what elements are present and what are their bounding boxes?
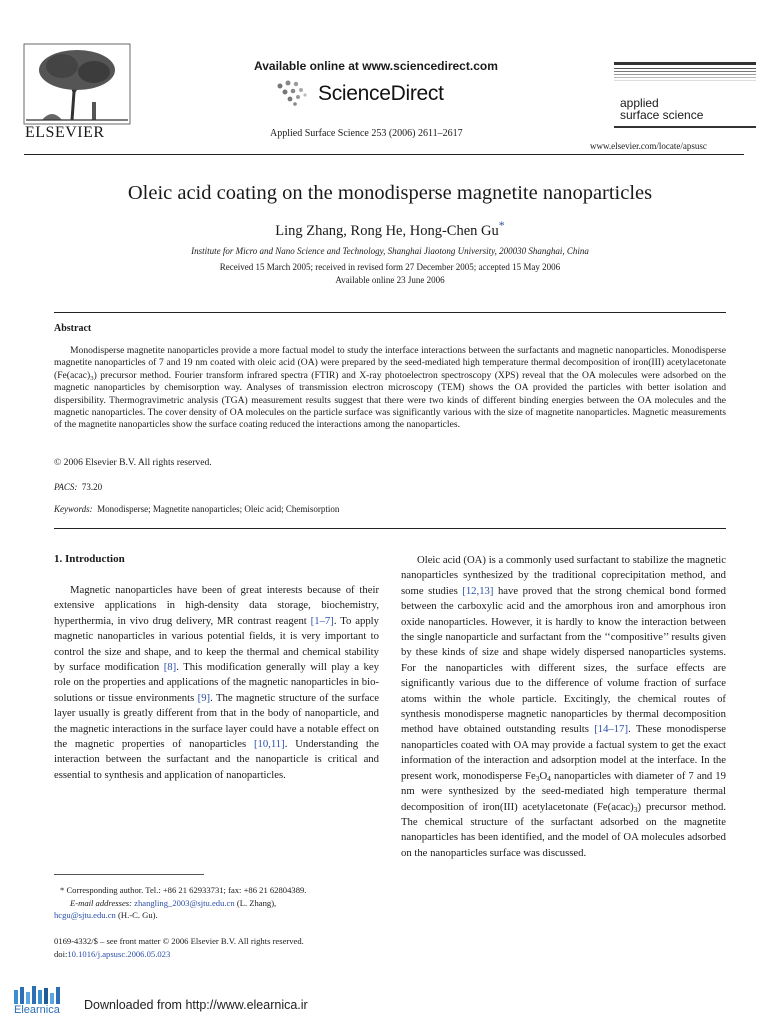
available-online-text: Available online at www.sciencedirect.com xyxy=(254,59,498,73)
citation-link[interactable]: [8] xyxy=(163,661,177,674)
elearnica-brand: Elearnica xyxy=(14,1004,60,1016)
title-divider xyxy=(54,312,726,313)
intro-right-column xyxy=(401,553,726,861)
paragraph xyxy=(54,583,379,783)
abstract-copyright: © 2006 Elsevier B.V. All rights reserved. xyxy=(54,457,212,468)
keywords-label: Keywords: xyxy=(54,504,93,514)
download-source[interactable]: Downloaded from http://www.elearnica.ir xyxy=(84,998,308,1012)
received-dates: Received 15 March 2005; received in revised form 27 December 2005; accepted 15 May 2006 xyxy=(219,262,561,272)
email-owner-2: (H.-C. Gu). xyxy=(118,910,158,920)
affiliation: Institute for Micro and Nano Science and Technology, Shanghai Jiaotong University, 200030 Shanghai, China xyxy=(191,246,589,256)
elearnica-books-icon xyxy=(12,984,68,1004)
journal-url[interactable]: www.elsevier.com/locate/apsusc xyxy=(590,141,707,151)
journal-logo-line1: applied xyxy=(620,96,659,110)
body-text: . Understanding the interaction between the surfactant and the nanoparticle is critical and essential to synthesis and application of nanoparticles. xyxy=(54,738,380,781)
journal-logo xyxy=(614,62,756,132)
sciencedirect-logo xyxy=(274,78,464,108)
body-text: Magnetic nanoparticles have been of great interests because of their extensive applications in high-density data storage, biochemistry, hyperthermia, in vivo drug delivery, MR contrast reagent xyxy=(54,584,379,627)
email-label: E-mail addresses: xyxy=(70,898,132,908)
body-text: Oleic acid (OA) is a commonly used surfactant to stabilize the magnetic nanoparticles synthesized by the traditional coprecipitation method, and some studies xyxy=(401,554,726,597)
subscript: 3 xyxy=(535,773,540,783)
citation-link[interactable]: [1–7] xyxy=(310,614,334,627)
subscript: 4 xyxy=(547,773,551,783)
abstract-heading: Abstract xyxy=(54,323,92,334)
body-text: . The magnetic structure of the surface layer usually is greatly different from that in the body of nanoparticle, and the magnetic interactions in the surface layer could have a notable effect on the magnetic properties of nanoparticles xyxy=(54,691,379,751)
doi-link[interactable]: 10.1016/j.apsusc.2006.05.023 xyxy=(67,949,171,959)
keywords-line xyxy=(54,504,339,514)
footnote-email-2 xyxy=(54,910,158,920)
pacs-line xyxy=(54,482,102,492)
article-title: Oleic acid coating on the monodisperse magnetite nanoparticles xyxy=(127,182,653,204)
authors-line xyxy=(0,218,768,240)
elsevier-logo xyxy=(22,42,132,142)
email-link-1[interactable]: zhangling_2003@sjtu.edu.cn xyxy=(134,898,235,908)
journal-reference: Applied Surface Science 253 (2006) 2611–2617 xyxy=(270,128,463,139)
elearnica-logo xyxy=(12,984,72,1020)
footnote-corresponding-text: Corresponding author. Tel.: +86 21 62933731; fax: +86 21 62804389. xyxy=(66,885,307,895)
available-date: Available online 23 June 2006 xyxy=(335,275,445,285)
sciencedirect-dots-icon xyxy=(274,78,314,108)
journal-logo-line2: surface science xyxy=(620,108,704,122)
body-text: have proved that the strong chemical bond formed between the carboxylic acid and the amorphous iron and amorphous iron oxide nanoparticles. However, it is hardly to know the interaction between the single nanoparticle and surfactant from the ‘‘compositive’’ results given by these kinds of size and shape widely dispersed nanoparticles systems. For the nanoparticles with different sizes, the surface effects are significantly various due to the difference of volume fraction of surface atoms within the whole particle. Excitingly, the chemical routes of synthesis monodisperse magnetic nanoparticles by thermal decomposition method have obtained outstanding results xyxy=(401,584,727,736)
subscript: 3 xyxy=(633,804,638,814)
doi-line xyxy=(54,949,170,959)
section-heading-introduction: 1. Introduction xyxy=(54,553,125,565)
citation-link[interactable]: [12,13] xyxy=(462,584,494,597)
authors: Ling Zhang, Rong He, Hong-Chen Gu xyxy=(275,222,499,239)
pacs-value: 73.20 xyxy=(81,482,103,492)
body-text: . This modification generally will play a key role on the properties and applications of the magnetic nanoparticles in bio-solutions or tissue environments xyxy=(54,661,379,704)
citation-link[interactable]: [9] xyxy=(197,691,211,704)
issn-line: 0169-4332/$ – see front matter © 2006 Elsevier B.V. All rights reserved. xyxy=(54,936,304,946)
abstract-text-2: ) precursor method. Fourier transform infrared spectra (FTIR) and X-ray photoelectron spectroscopy (XPS) reveal that the OA molecules were adsorbed on the magnetic nanoparticles by chemisorption way. Analyses of transmission electron microscopy (TEM) shows the OA provided the particles with better isolation and dispersibility. Thermogravimetric analysis (TGA) measurement results suggest that there were two kinds of different binding energies between the OA molecules and the magnetic nanoparticles. The cover density of OA molecules on the particle surface was significantly various with the size of magnetite nanoparticles. Magnetic measurements of the magnetite nanoparticles show the surface coating reduced the interactions among the nanoparticles. xyxy=(54,369,726,431)
body-text: ) precursor method. The chemical structure of the surfactant adsorbed on the magnetite nanoparticles has been identified, and the model of OA molecules adsorbed on the nanoparticles surface was discussed. xyxy=(401,800,726,859)
body-text: O xyxy=(539,769,548,782)
body-text: . These monodisperse nanoparticles coated with OA may provide a factual system to get the exact information of the interaction and adsorption model at the interface. In the present work, monodisperse Fe xyxy=(401,723,726,782)
header-divider xyxy=(24,154,744,155)
keywords-value: Monodisperse; Magnetite nanoparticles; Oleic acid; Chemisorption xyxy=(97,504,340,514)
footnote-corresponding xyxy=(60,884,380,910)
abstract-divider xyxy=(54,528,726,529)
footnote-divider xyxy=(54,874,204,875)
email-link-2[interactable]: hcgu@sjtu.edu.cn xyxy=(54,910,116,920)
doi-label: doi: xyxy=(54,949,68,959)
citation-link[interactable]: [14–17] xyxy=(594,723,629,736)
pacs-label: PACS: xyxy=(54,482,78,492)
footnote-star: * xyxy=(60,885,65,895)
citation-link[interactable]: [10,11] xyxy=(253,738,285,751)
publisher-name: ELSEVIER xyxy=(25,124,105,141)
abstract-text-1: Monodisperse magnetite nanoparticles provide a more factual model to study the interface interactions between the surfactants and magnetic nanoparticles. Monodisperse magnetite nanoparticles of 7 and 19 nm coated with oleic acid (OA) were prepared by the seed-mediated high temperature thermal decomposition of iron(III) acetylacetonate (Fe(acac) xyxy=(54,345,726,381)
elsevier-tree-icon xyxy=(22,42,132,126)
corresponding-mark[interactable]: * xyxy=(498,218,505,232)
paragraph xyxy=(401,553,726,861)
intro-left-column xyxy=(54,583,379,783)
abstract-sub: 3 xyxy=(90,374,94,382)
body-text: nanoparticles with diameter of 7 and 19 nm were synthesized by the seed-mediated high temperature thermal decomposition of iron(III) acetylacetonate (Fe(acac) xyxy=(401,769,726,813)
abstract-body xyxy=(54,345,726,432)
email-owner-1: (L. Zhang), xyxy=(236,898,277,908)
body-text: . To apply magnetic nanoparticles in various potential fields, it is very important to control the size and shape, and to keep the thermal and chemical stability by surface modification xyxy=(54,614,379,674)
sciencedirect-wordmark: ScienceDirect xyxy=(318,82,444,105)
